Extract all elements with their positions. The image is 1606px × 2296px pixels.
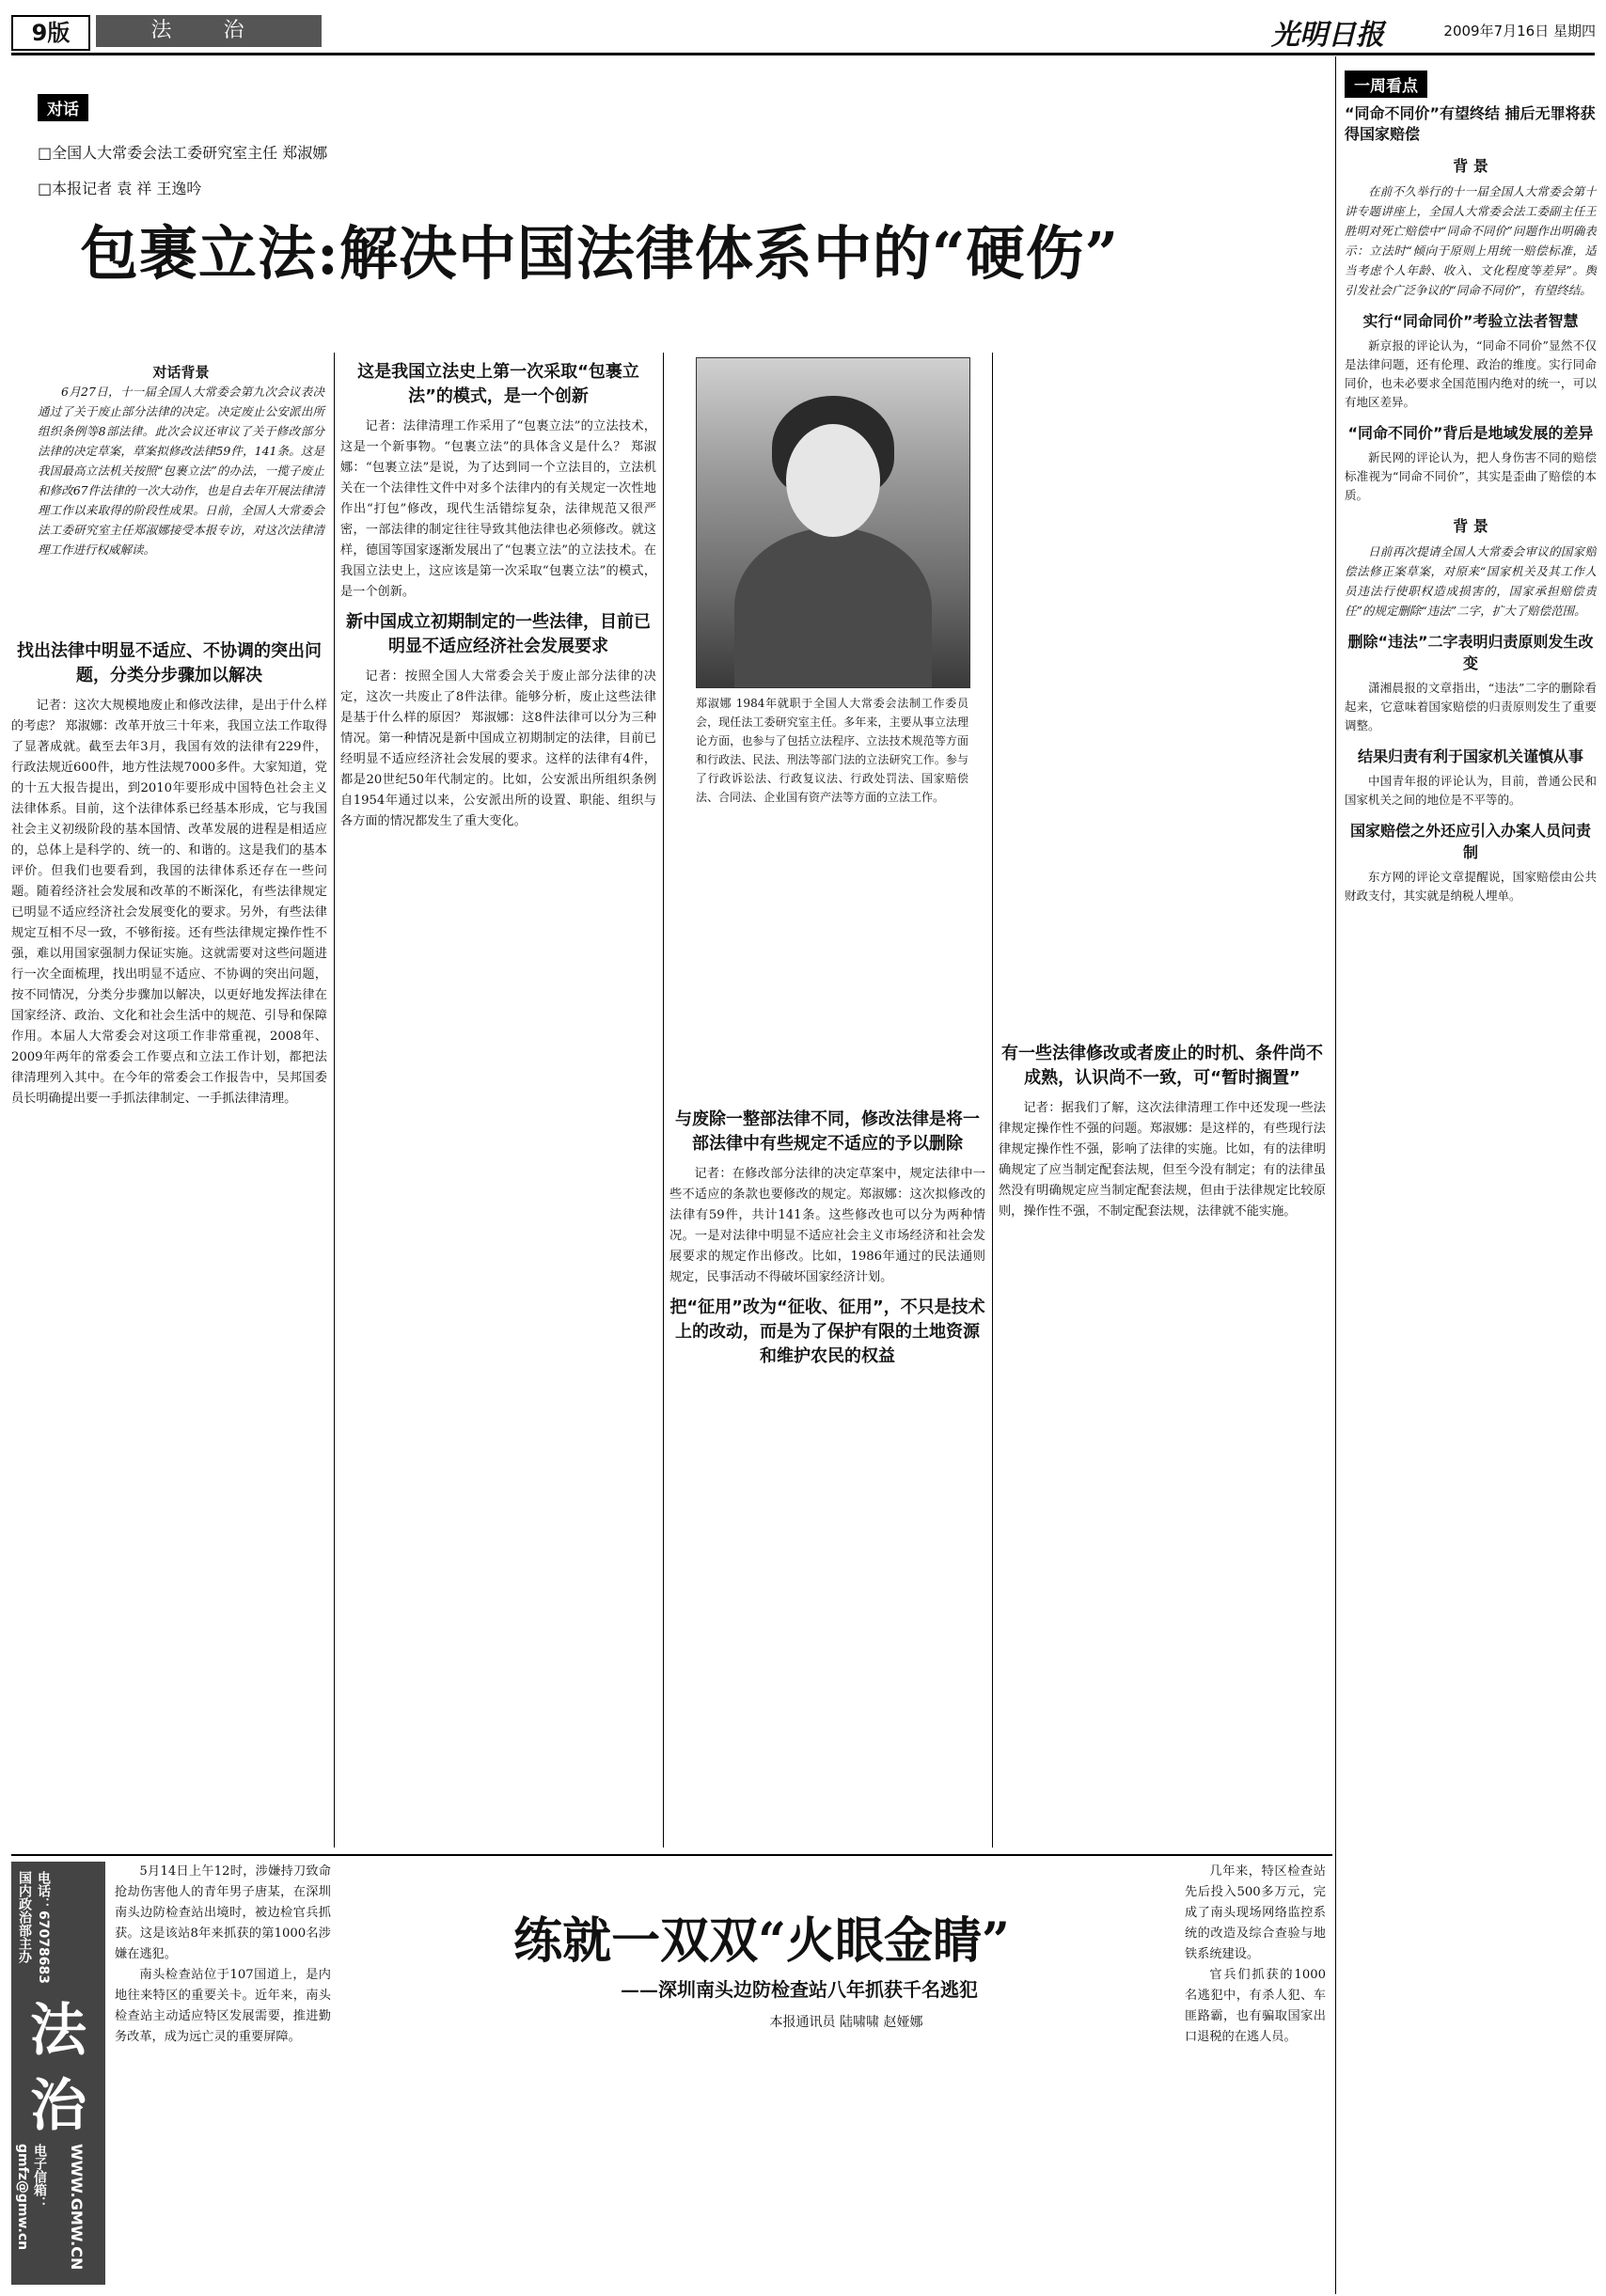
bottom-text-1: 5月14日上午12时，涉嫌持刀致命抢劫伤害他人的青年男子唐某，在深圳南头边防检查站出境时，被边检官兵抓获。这是该站8年来抓获的第1000名涉嫌在逃犯。 [115,1864,331,1961]
column-4-text: 记者：据我们了解，这次法律清理工作中还发现一些法律规定操作性不强的问题。郑淑娜：是这样的，有些现行法律规定操作性不强，影响了法律的实施。比如，有的法律明确规定了应当制定配套法规，但至今没有制定；有的法律虽然没有明确规定应当制定配套法规，但由于法律规定比较原则，操作性不强，不制定配套法规，法律就不能实施。 [999,1101,1326,1219]
column-1-text: 记者：这次大规模地废止和修改法律，是出于什么样的考虑？ 郑淑娜：改革开放三十年来，我国立法工作取得了显著成就。截至去年3月，我国有效的法律有229件，行政法规近600件，地方性法规7000多件。大家知道，党的十五大报告提出，到2010年要形成中国特色社会主义法律体系。目前，这个法律体系已经基本形成，它与我国社会主义初级阶段的基本国情、改革发展的进程是相适应的，总体上是科学的、统一的、和谐的。这是我们的基本评价。但我们也要看到，我国的法律体系还存在一些问题。随着经济社会发展和改革的不断深化，有些法律规定已明显不适应经济社会发展变化的要求。另外，有些法律规定互相不尽一致，不够衔接。还有些法律规定操作性不强，难以用国家强制力保证实施。这就需要对这些问题进行一次全面梳理，找出明显不适应、不协调的突出问题，按不同情况，分类分步骤加以解决，以更好地发挥法律在国家经济、政治、文化和社会生活中的规范、引导和保障作用。本届人大常委会对这项工作非常重视，2008年、2009年两年的常委会工作要点和立法工作计划，都把法律清理列入其中。在今年的常委会工作报告中，吴邦国委员长明确提出要一手抓法律制定、一手抓法律清理。 [11,699,327,1106]
commentary-text-4: 中国青年报的评论认为，目前，普通公民和国家机关之间的地位是不平等的。 [1345,774,1597,807]
column-3-text: 记者：在修改部分法律的决定草案中，规定法律中一些不适应的条款也要修改的规定。郑淑娜：这次拟修改的法律有59件，共计141条。这些修改也可以分为两种情况。一是对法律中明显不适应社会主义市场经济和社会发展要求的规定作出修改。比如，1986年通过的民法通则规定，民事活动不得破坏国家经济计划。 [669,1167,985,1284]
column-1 [11,632,327,1845]
portrait-body [734,527,932,687]
subheading-1: 找出法律中明显不适应、不协调的突出问题，分类分步骤加以解决 [17,641,322,685]
website-label: WWW.GMW.CN [68,2144,86,2271]
dialogue-tag: 对话 [38,94,88,121]
divider [334,353,335,1848]
guest-byline: □全国人大常委会法工委研究室主任 郑淑娜 [38,144,328,162]
subheading-3: 新中国成立初期制定的一些法律，目前已明显不适应经济社会发展要求 [346,612,651,656]
commentary-text-2: 新民网的评论认为，把人身伤害不同的赔偿标准视为“同命不同价”，其实是歪曲了赔偿的本质。 [1345,450,1597,502]
week-headline: “同命不同价”有望终结 捕后无罪将获得国家赔偿 [1345,104,1596,143]
bottom-rule [11,1854,1332,1856]
bottom-subheadline: ——深圳南头边防检查站八年抓获千名逃犯 [621,1978,978,2001]
subheading-4: 与废除一整部法律不同，修改法律是将一部法律中有些规定不适应的予以删除 [675,1109,980,1154]
top-bar [11,9,1595,55]
column-3 [669,1100,985,1848]
divider [1335,56,1336,2294]
section-label: 法 治 [96,15,322,47]
commentary-text-3: 潇湘晨报的文章指出，“违法”二字的删除看起来，它意味着国家赔偿的归责原则发生了重要调整。 [1345,681,1597,732]
commentary-title-3: 删除“违法”二字表明归责原则发生改变 [1347,633,1594,672]
phone-label: 电话：67078683 [36,1871,51,1984]
bottom-text-2: 南头检查站位于107国道上，是内地往来特区的重要关卡。近年来，南头检查站主动适应特区发展需要，推进勤务改革，成为远亡灵的重要屏障。 [115,1968,331,2044]
commentary-text-1: 新京报的评论认为，“同命不同价”显然不仅是法律问题，还有伦理、政治的维度。实行同命同价，也未必要求全国范围内绝对的统一，可以有地区差异。 [1345,338,1597,409]
portrait-face [786,424,880,537]
issue-date: 2009年7月16日 星期四 [1443,23,1596,39]
background-label: 背 景 [1453,157,1488,175]
portrait-photo [696,357,970,688]
subheading-6: 有一些法律修改或者废止的时机、条件尚不成熟，认识尚不一致，可“暂时搁置” [1001,1044,1323,1088]
email-label: 电子信箱：gmfz@gmw.cn [15,2144,47,2251]
divider [992,353,993,1848]
commentary-title-1: 实行“同命同价”考验立法者智慧 [1362,312,1579,330]
commentary-title-5: 国家赔偿之外还应引入办案人员问责制 [1349,822,1591,861]
background-title: 对话背景 [152,364,210,381]
column-2-text-1: 记者：法律清理工作采用了“包裹立法”的立法技术，这是一个新事物。“包裹立法”的具体含义是什么？ 郑淑娜：“包裹立法”是说，为了达到同一个立法目的，立法机关在一个法律性文件中对多个法律内的有关规定一次性地作出“打包”修改，现代生活错综复杂，法律规范又很严密，一部法律的制定往往导致其他法律也必须修改。就这样，德国等国家逐渐发展出了“包裹立法”的立法技术。在我国立法史上，这应该是第一次采取“包裹立法”的模式，是一个创新。 [340,419,656,599]
masthead: 光明日报 [1271,19,1384,52]
column-2 [340,353,656,1848]
week-tag: 一周看点 [1345,71,1427,98]
section-badge-title: 法治 [30,1998,87,2139]
commentary-text-5: 东方网的评论文章提醒说，国家赔偿由公共财政支付，其实就是纳税人埋单。 [1345,870,1597,903]
right-background-1: 在前不久举行的十一届全国人大常委会第十讲专题讲座上，全国人大常委会法工委副主任王胜明对死亡赔偿中“同命不同价”问题作出明确表示：立法时“倾向于原则上用统一赔偿标准，适当考虑个人年龄、收入、文化程度等差异”。舆引发社会广泛争议的“同命不同价”，有望终结。 [1345,184,1597,297]
right-background-2: 日前再次提请全国人大常委会审议的国家赔偿法修正案草案，对原来“国家机关及其工作人员违法行使职权造成损害的，国家承担赔偿责任”的规定删除“违法”二字，扩大了赔偿范围。 [1345,544,1597,618]
bottom-column-1 [115,1862,331,2285]
section-badge [11,1862,105,2285]
right-column [1345,71,1597,2289]
bottom-column-3 [1185,1862,1326,2285]
column-2-text-2: 记者：按照全国人大常委会关于废止部分法律的决定，这次一共废止了8件法律。能够分析，废止这些法律是基于什么样的原因？ 郑淑娜：这8件法律可以分为三种情况。第一种情况是新中国成立初期制定的法律，目前已经明显不适应经济社会发展的要求。这样的法律有4件，都是20世纪50年代制定的。比如，公安派出所组织条例自1954年通过以来，公安派出所的设置、职能、组织与各方面的情况都发生了重大变化。 [340,669,656,828]
page-number: 9版 [11,15,90,51]
subheading-5: 把“征用”改为“征收、征用”，不只是技术上的改动，而是为了保护有限的土地资源和维护农民的权益 [669,1297,985,1366]
commentary-title-2: “同命不同价”背后是地域发展的差异 [1347,424,1594,442]
bottom-headline: 练就一双双“火眼金睛” [513,1912,1010,1970]
background-text: 6月27日，十一届全国人大常委会第九次会议表决通过了关于废止部分法律的决定。决定废止公安派出所组织条例等8部法律。此次会议还审议了关于修改部分法律的决定草案，草案拟修改法律59件，141条。这是我国最高立法机关按照“包裹立法”的办法，一揽子废止和修改67件法律的一次大动作，也是自去年开展法律清理工作以来取得的阶段性成果。日前，全国人大常委会法工委研究室主任郑淑娜接受本报专访，对这次法律清理工作进行权威解读。 [38,385,324,557]
background-label-2: 背 景 [1453,517,1488,535]
column-4 [999,1034,1326,1848]
bottom-text-4: 官兵们抓获的1000名逃犯中，有杀人犯、车匪路霸，也有骗取国家出口退税的在逃人员。 [1185,1968,1326,2044]
divider [663,353,664,1848]
subheading-2: 这是我国立法史上第一次采取“包裹立法”的模式，是一个创新 [357,362,639,406]
commentary-title-4: 结果归责有利于国家机关谨慎从事 [1357,747,1583,765]
bottom-text-3: 几年来，特区检查站先后投入500多万元，完成了南头现场网络监控系统的改造及综合查验与地铁系统建设。 [1185,1864,1326,1961]
main-headline: 包裹立法:解决中国法律体系中的“硬伤” [80,219,1120,288]
background-box [38,362,324,616]
photo-caption: 郑淑娜 1984年就职于全国人大常委会法制工作委员会，现任法工委研究室主任。多年来，主要从事立法理论方面，也参与了包括立法程序、立法技术规范等方面和行政法、民法、刑法等部门法的立法研究工作。参与了行政诉讼法、行政复议法、行政处罚法、国家赔偿法、合同法、企业国有资产法等方面的立法工作。 [696,697,968,804]
bottom-byline: 本报通讯员 陆啸啸 赵娅娜 [769,2015,923,2030]
reporter-byline: □本报记者 袁 祥 王逸吟 [38,180,202,197]
editor-label: 国内政治部主办 [17,1871,32,1963]
